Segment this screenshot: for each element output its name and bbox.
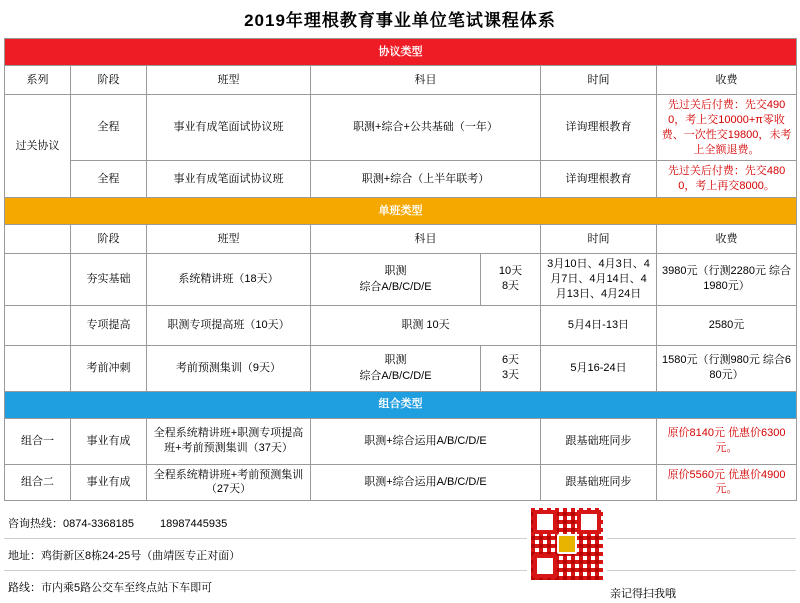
footer-address-row: 地址：鸡街新区8栋24-25号（曲靖医专正对面） — [4, 539, 796, 571]
qr-logo-icon — [557, 534, 577, 554]
header-class: 班型 — [147, 66, 311, 95]
footer — [4, 507, 796, 603]
footer-route-row: 路线：市内乘5路公交车至终点站下车即可 — [8, 582, 213, 595]
course-table — [4, 38, 797, 501]
cell-time: 跟基础班同步 — [541, 418, 657, 464]
section-band-agreement — [5, 39, 797, 66]
cell-class: 全程系统精讲班+考前预测集训（27天） — [147, 464, 311, 501]
cell-subject: 职测+综合（上半年联考） — [311, 161, 541, 198]
cell-blank — [5, 254, 71, 306]
cell-series: 事业有成 — [71, 464, 147, 501]
page-title: 2019年理根教育事业单位笔试课程体系 — [244, 11, 556, 30]
cell-class: 职测专项提高班（10天） — [147, 305, 311, 345]
cell-class: 全程系统精讲班+职测专项提高班+考前预测集训（37天） — [147, 418, 311, 464]
subject-line: 职测 — [384, 264, 407, 277]
cell-stage: 专项提高 — [71, 305, 147, 345]
cell-combo: 组合二 — [5, 464, 71, 501]
subject-day: 10天 — [498, 265, 523, 278]
header-blank — [5, 225, 71, 254]
cell-subject — [311, 345, 481, 391]
subject-line: 职测 — [384, 353, 407, 366]
cell-subject-days — [481, 345, 541, 391]
cell-stage: 全程 — [71, 95, 147, 161]
cell-subject: 职测+综合+公共基础（一年） — [311, 95, 541, 161]
cell-class: 考前预测集训（9天） — [147, 345, 311, 391]
header-class: 班型 — [147, 225, 311, 254]
cell-class: 系统精讲班（18天） — [147, 254, 311, 306]
cell-subject-days — [481, 254, 541, 306]
header-series: 系列 — [5, 66, 71, 95]
cell-stage: 夯实基础 — [71, 254, 147, 306]
cell-series: 事业有成 — [71, 418, 147, 464]
cell-subject: 职测+综合运用A/B/C/D/E — [311, 418, 541, 464]
section-band-single — [5, 198, 797, 225]
table-header-single — [5, 225, 797, 254]
cell-blank — [5, 305, 71, 345]
table-row — [5, 254, 797, 306]
table-row — [5, 95, 797, 161]
section-band-label: 单班类型 — [5, 198, 797, 225]
cell-fee: 2580元 — [657, 305, 797, 345]
qr-caption: 亲记得扫我哦 — [610, 588, 676, 601]
cell-stage: 全程 — [71, 161, 147, 198]
cell-time: 5月16-24日 — [541, 345, 657, 391]
subject-line: 综合A/B/C/D/E — [359, 370, 432, 383]
qr-code-image — [528, 505, 606, 583]
subject-day: 3天 — [501, 369, 520, 382]
subject-line: 综合A/B/C/D/E — [359, 281, 432, 294]
cell-blank — [5, 345, 71, 391]
cell-time: 详询理根教育 — [541, 161, 657, 198]
footer-hotline-row — [4, 507, 796, 539]
subject-day: 8天 — [501, 280, 520, 293]
table-row — [5, 161, 797, 198]
cell-fee: 1580元（行测980元 综合680元） — [657, 345, 797, 391]
hotline-label: 咨询热线： — [8, 518, 63, 531]
header-subject: 科目 — [311, 66, 541, 95]
section-band-label: 协议类型 — [5, 39, 797, 66]
cell-fee: 原价5560元 优惠价4900元。 — [657, 464, 797, 501]
cell-stage: 考前冲刺 — [71, 345, 147, 391]
qr-corner-icon — [577, 510, 601, 534]
section-band-label: 组合类型 — [5, 391, 797, 418]
table-row — [5, 418, 797, 464]
subject-day: 6天 — [501, 354, 520, 367]
cell-class: 事业有成笔面试协议班 — [147, 95, 311, 161]
header-time: 时间 — [541, 66, 657, 95]
cell-time: 详询理根教育 — [541, 95, 657, 161]
hotline-number-1: 0874-3368185 — [63, 518, 134, 531]
cell-fee: 原价8140元 优惠价6300元。 — [657, 418, 797, 464]
cell-series: 过关协议 — [5, 95, 71, 198]
header-time: 时间 — [541, 225, 657, 254]
hotline-number-2: 18987445935 — [159, 518, 228, 531]
cell-fee: 先过关后付费：先交4900，考上交10000+π零收费、一次性交19800，未考上全额退费。 — [657, 95, 797, 161]
cell-combo: 组合一 — [5, 418, 71, 464]
cell-subject: 职测+综合运用A/B/C/D/E — [311, 464, 541, 501]
table-row — [5, 305, 797, 345]
cell-subject: 职测 10天 — [311, 305, 541, 345]
header-fee: 收费 — [657, 66, 797, 95]
table-row — [5, 345, 797, 391]
section-band-combo — [5, 391, 797, 418]
header-stage: 阶段 — [71, 225, 147, 254]
cell-time: 3月10日、4月3日、4月7日、4月14日、4月13日、4月24日 — [541, 254, 657, 306]
cell-time: 跟基础班同步 — [541, 464, 657, 501]
table-row — [5, 464, 797, 501]
cell-fee: 3980元（行测2280元 综合1980元） — [657, 254, 797, 306]
cell-class: 事业有成笔面试协议班 — [147, 161, 311, 198]
header-stage: 阶段 — [71, 66, 147, 95]
header-fee: 收费 — [657, 225, 797, 254]
cell-fee: 先过关后付费：先交4800，考上再交8000。 — [657, 161, 797, 198]
table-header-agreement — [5, 66, 797, 95]
header-subject: 科目 — [311, 225, 541, 254]
cell-time: 5月4日-13日 — [541, 305, 657, 345]
cell-subject — [311, 254, 481, 306]
